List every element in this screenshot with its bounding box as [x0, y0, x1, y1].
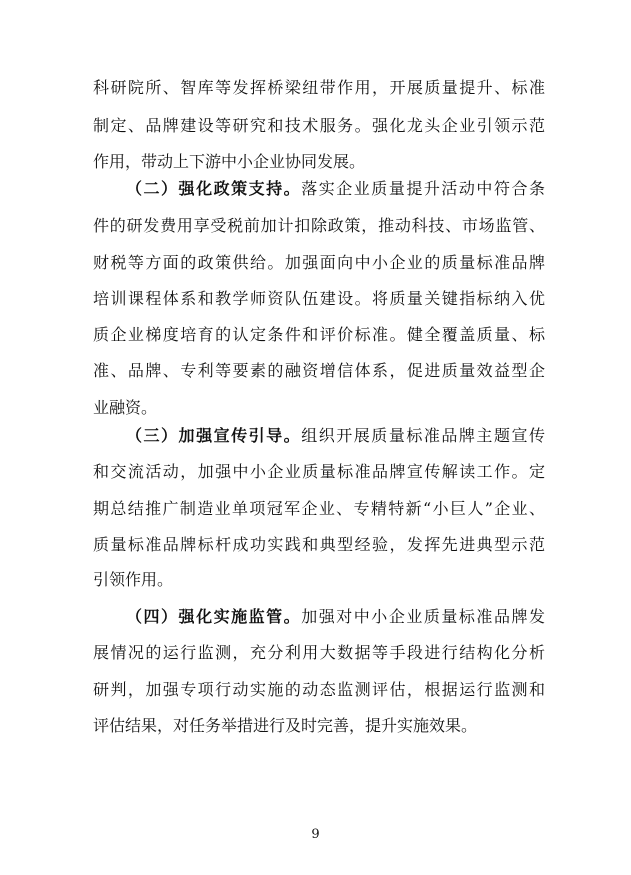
text-line: 和交流活动，加强中小企业质量标准品牌宣传解读工作。定 [93, 462, 545, 481]
text-line: 科研院所、智库等发挥桥梁纽带作用，开展质量提升、标准 [93, 78, 545, 97]
text-line: 财税等方面的政策供给。加强面向中小企业的质量标准品牌 [93, 253, 545, 272]
text-line: 业融资。 [93, 398, 158, 417]
text-line: 培训课程体系和教学师资队伍建设。将质量关键指标纳入优 [93, 289, 545, 308]
text-line: 组织开展质量标准品牌主题宣传 [301, 426, 545, 445]
section-heading: （四）强化实施监管。 [126, 607, 302, 626]
text-line: 加强对中小企业质量标准品牌发 [301, 607, 545, 626]
page-number: 9 [311, 827, 320, 842]
section-heading: （三）加强宣传引导。 [126, 426, 302, 445]
text-line: 落实企业质量提升活动中符合条 [301, 179, 545, 198]
text-line: 展情况的运行监测，充分利用大数据等手段进行结构化分析 [93, 643, 545, 662]
text-line: 准、品牌、专利等要素的融资增信体系，促进质量效益型企 [93, 361, 545, 380]
text-line: 作用，带动上下游中小企业协同发展。 [93, 152, 366, 171]
section-heading-line [126, 179, 545, 199]
text-line: 评估结果，对任务举措进行及时完善，提升实施效果。 [93, 716, 478, 735]
text-line: 研判，加强专项行动实施的动态监测评估，根据运行监测和 [93, 680, 545, 699]
text-line: 期总结推广制造业单项冠军企业、专精特新“小巨人”企业、 [93, 499, 545, 518]
text-line: 质量标准品牌标杆成功实践和典型经验，发挥先进典型示范 [93, 535, 545, 554]
text-line: 质企业梯度培育的认定条件和评价标准。健全覆盖质量、标 [93, 325, 545, 344]
section-heading-line [126, 607, 545, 627]
text-line: 件的研发费用享受税前加计扣除政策，推动科技、市场监管、 [93, 216, 545, 235]
text-line: 制定、品牌建设等研究和技术服务。强化龙头企业引领示范 [93, 116, 545, 135]
section-heading: （二）强化政策支持。 [126, 179, 302, 198]
section-heading-line [126, 426, 545, 446]
text-line: 引领作用。 [93, 570, 174, 589]
